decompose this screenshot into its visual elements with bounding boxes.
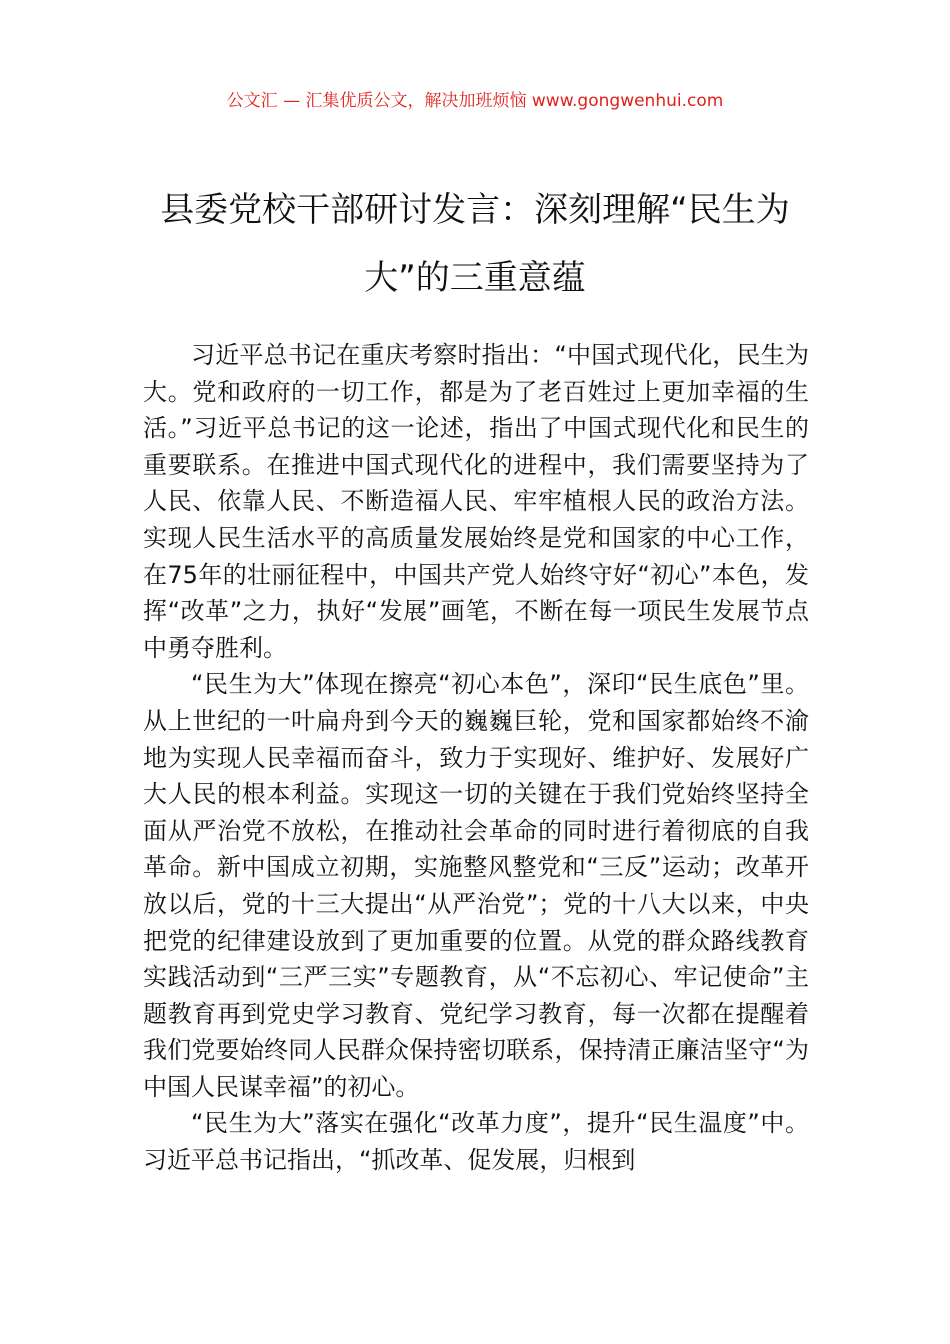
site-header-banner: 公文汇 — 汇集优质公文，解决加班烦恼 www.gongwenhui.com [226, 91, 724, 111]
paragraph-3: “民生为大”落实在强化“改革力度”，提升“民生温度”中。习近平总书记指出，“抓改革、促发展，归根到 [143, 1109, 809, 1175]
paragraph-1: 习近平总书记在重庆考察时指出：“中国式现代化，民生为大。党和政府的一切工作，都是为了老百姓过上更加幸福的生活。”习近平总书记的这一论述，指出了中国式现代化和民生的重要联系。在推进中国式现代化的进程中，我们需要坚持为了人民、依靠人民、不断造福人民、牢牢植根人民的政治方法。实现人民生活水平的高质量发展始终是党和国家的中心工作，在75年的壮丽征程中，中国共产党人始终守好“初心”本色，发挥“改革”之力，执好“发展”画笔，不断在每一项民生发展节点中勇夺胜利。 [143, 341, 809, 662]
document-title: 县委党校干部研讨发言：深刻理解“民生为大”的三重意蕴 [160, 190, 790, 298]
document-body [143, 337, 809, 1179]
paragraph-2: “民生为大”体现在擦亮“初心本色”，深印“民生底色”里。从上世纪的一叶扁舟到今天的巍巍巨轮，党和国家都始终不渝地为实现人民幸福而奋斗，致力于实现好、维护好、发展好广大人民的根本利益。实现这一切的关键在于我们党始终坚持全面从严治党不放松，在推动社会革命的同时进行着彻底的自我革命。新中国成立初期，实施整风整党和“三反”运动；改革开放以后，党的十三大提出“从严治党”；党的十八大以来，中央把党的纪律建设放到了更加重要的位置。从党的群众路线教育实践活动到“三严三实”专题教育，从“不忘初心、牢记使命”主题教育再到党史学习教育、党纪学习教育，每一次都在提醒着我们党要始终同人民群众保持密切联系，保持清正廉洁坚守“为中国人民谋幸福”的初心。 [143, 670, 809, 1101]
